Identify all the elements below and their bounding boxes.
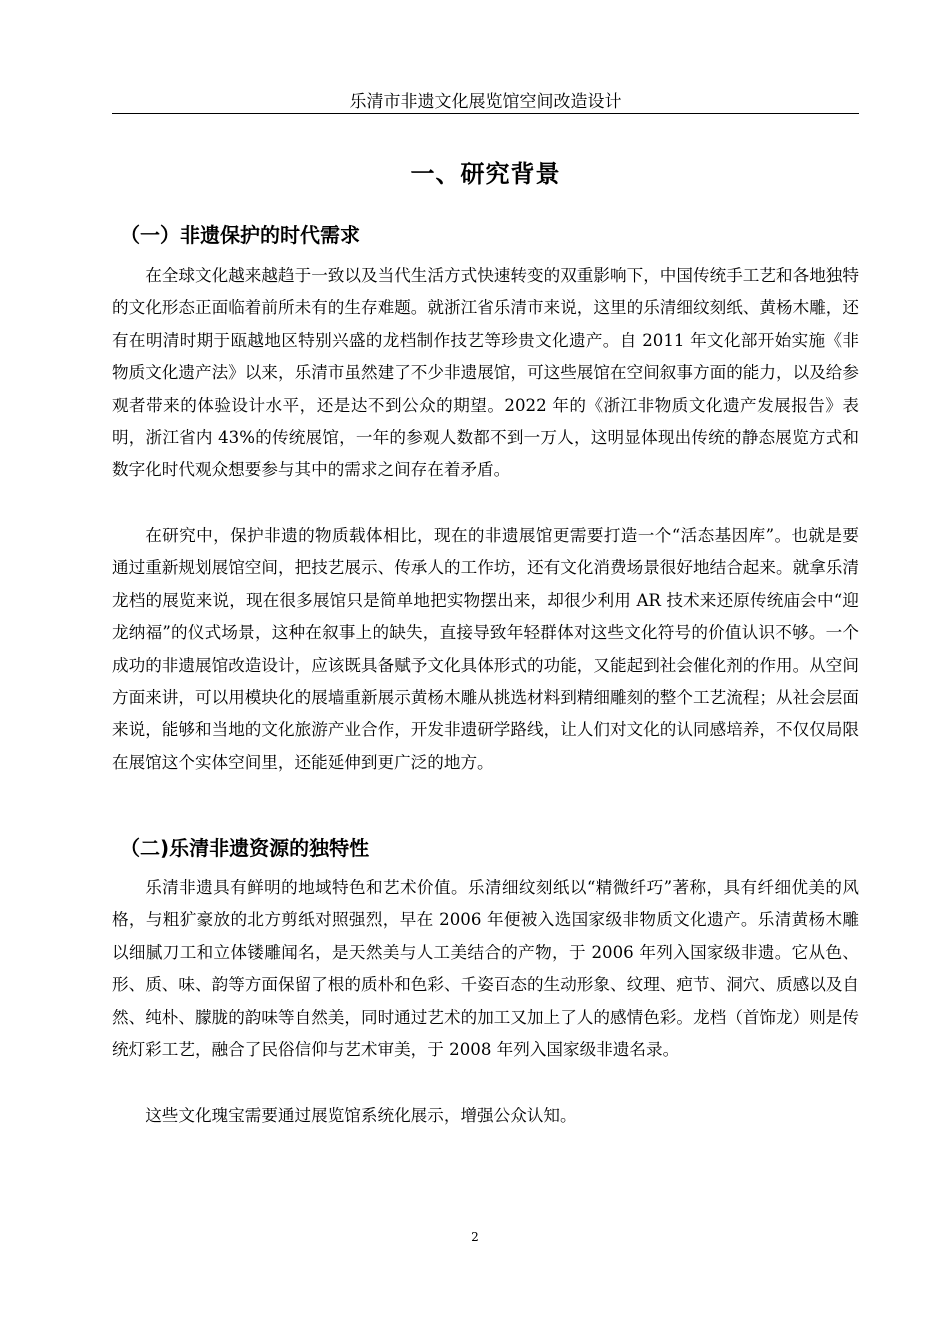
page-number: 2 [471,1230,479,1244]
paragraph: 在研究中，保护非遗的物质载体相比，现在的非遗展馆更需要打造一个“活态基因库”。也就是要通过重新规划展馆空间，把技艺展示、传承人的工作坊，还有文化消费场景很好地结合起来。就拿乐清龙档的展览来说，现在很多展馆只是简单地把实物摆出来，却很少利用 AR 技术来还原传统庙会中“迎龙纳福”的仪式场景，这种在叙事上的缺失，直接导致年轻群体对这些文化符号的价值认识不够。一个成功的非遗展馆改造设计，应该既具备赋予文化具体形式的功能，又能起到社会催化剂的作用。从空间方面来讲，可以用模块化的展墙重新展示黄杨木雕从挑选材料到精细雕刻的整个工艺流程；从社会层面来说，能够和当地的文化旅游产业合作，开发非遗研学路线，让人们对文化的认同感培养，不仅仅局限在展馆这个实体空间里，还能延伸到更广泛的地方。 [112,526,859,772]
chapter-title: 一、研究背景 [410,160,561,188]
section-title-1: （一）非遗保护的时代需求 [120,223,360,247]
section-title-2: （二)乐清非遗资源的独特性 [120,836,370,860]
running-header: 乐清市非遗文化展览馆空间改造设计 [112,92,859,114]
paragraph: 在全球文化越来越趋于一致以及当代生活方式快速转变的双重影响下，中国传统手工艺和各地独特的文化形态正面临着前所未有的生存难题。就浙江省乐清市来说，这里的乐清细纹刻纸、黄杨木雕，还有在明清时期于瓯越地区特别兴盛的龙档制作技艺等珍贵文化遗产。自 2011 年文化部开始实施《非物质文化遗产法》以来，乐清市虽然建了不少非遗展馆，可这些展馆在空间叙事方面的能力，以及给参观者带来的体验设计水平，还是达不到公众的期望。2022 年的《浙江非物质文化遗产发展报告》表明，浙江省内 43%的传统展馆，一年的参观人数都不到一万人，这明显体现出传统的静态展览方式和数字化时代观众想要参与其中的需求之间存在着矛盾。 [112,266,859,480]
paragraph: 乐清非遗具有鲜明的地域特色和艺术价值。乐清细纹刻纸以“精微纤巧”著称，具有纤细优美的风格，与粗犷豪放的北方剪纸对照强烈，早在 2006 年便被入选国家级非物质文化遗产。乐清黄杨木雕以细腻刀工和立体镂雕闻名，是天然美与人工美结合的产物，于 2006 年列入国家级非遗。它从色、形、质、味、韵等方面保留了根的质朴和色彩、千姿百态的生动形象、纹理、疤节、洞穴、质感以及自然、纯朴、朦胧的韵味等自然美，同时通过艺术的加工又加上了人的感情色彩。龙档（首饰龙）则是传统灯彩工艺，融合了民俗信仰与艺术审美，于 2008 年列入国家级非遗名录。 [112,878,859,1060]
paragraph: 这些文化瑰宝需要通过展览馆系统化展示，增强公众认知。 [145,1106,577,1125]
